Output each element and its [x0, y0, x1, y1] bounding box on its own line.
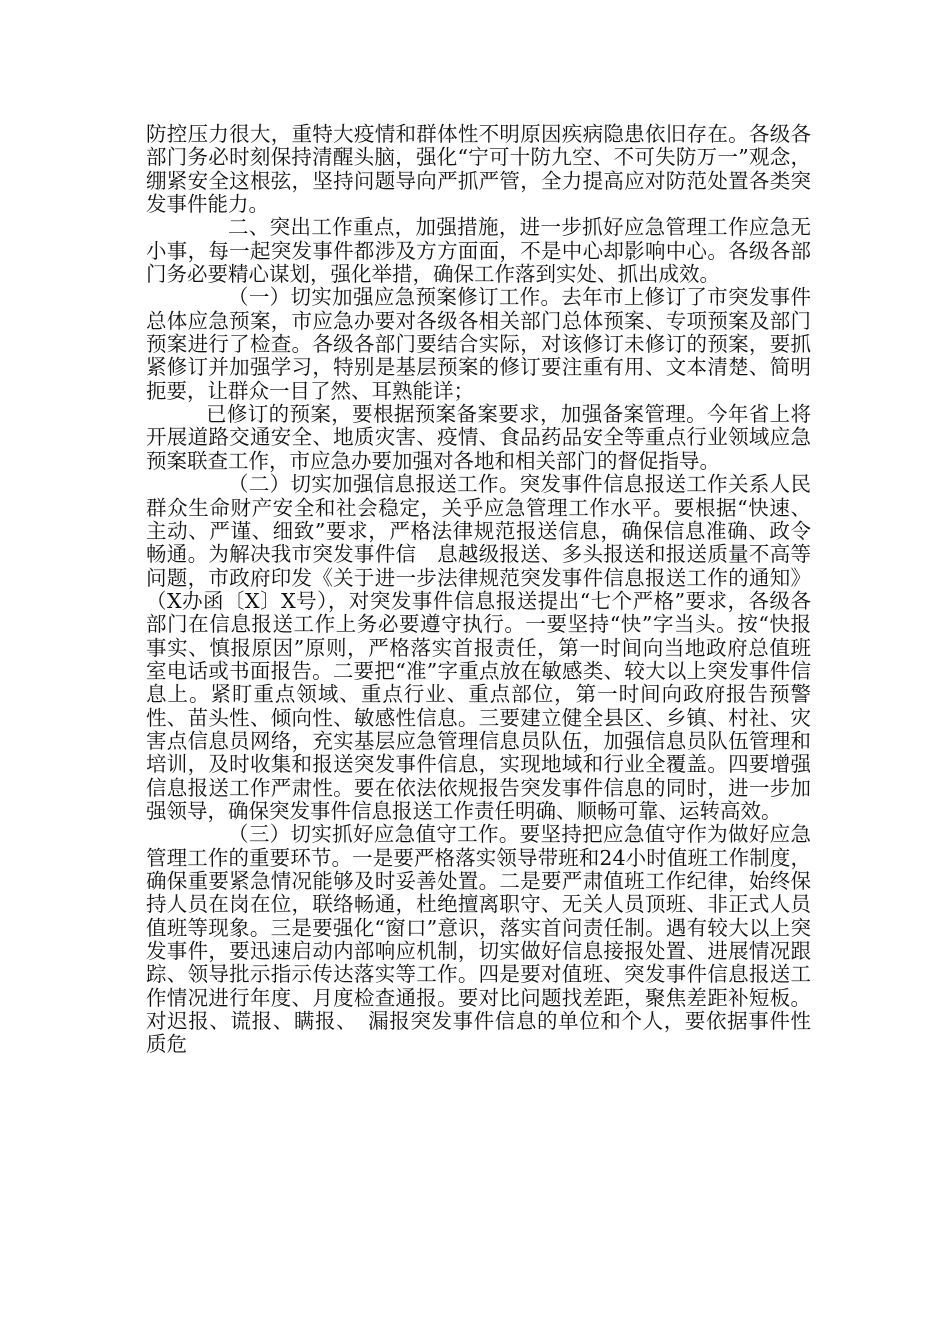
- paragraph-information-reporting: （二）切实加强信息报送工作。突发事件信息报送工作关系人民群众生命财产安全和社会稳定，关乎应急管理工作水平。要根据“快速、主动、严谨、细致”要求，严格法律规范报送信息，确保信息准确、政令畅通。为解决我市突发事件信 息越级报送、多头报送和报送质量不高等问题，市政府印发《关于进一步法律规范突发事件信息报送工作的通知》（X办函〔X〕X号），对突发事件信息报送提出“七个严格”要求，各级各部门在信息报送工作上务必要遵守执行。一要坚持“快”字当头。按“快报事实、慎报原因”原则，严格落实首报责任，第一时间向当地政府总值班室电话或书面报告。二要把“准”字重点放在敏感类、较大以上突发事件信息上。紧盯重点领域、重点行业、重点部位，第一时间向政府报告预警性、苗头性、倾向性、敏感性信息。三要建立健全县区、乡镇、村社、灾害点信息员网络，充实基层应急管理信息员队伍，加强信息员队伍管理和培训，及时收集和报送突发事件信息，实现地域和行业全覆盖。四要增强信息报送工作严肃性。要在依法依规报告突发事件信息的同时，进一步加强领导，确保突发事件信息报送工作责任明确、顺畅可靠、运转高效。: [146, 472, 811, 823]
- paragraph-emergency-duty: （三）切实抓好应急值守工作。要坚持把应急值守作为做好应急管理工作的重要环节。一是要严格落实领导带班和24小时值班工作制度，确保重要紧急情况能够及时妥善处置。二是要严肃值班工作纪律，始终保持人员在岗在位，联络畅通，杜绝擅离职守、无关人员顶班、非正式人员值班等现象。三是要强化“窗口”意识，落实首问责任制。遇有较大以上突发事件，要迅速启动内部响应机制，切实做好信息接报处置、进展情况跟踪、领导批示指示传达落实等工作。四是要对值班、突发事件信息报送工作情况进行年度、月度检查通报。要对比问题找差距，聚焦差距补短板。对迟报、谎报、瞒报、 漏报突发事件信息的单位和个人，要依据事件性质危: [146, 822, 811, 1057]
- paragraph-section-two-heading: 二、突出工作重点，加强措施，进一步抓好应急管理工作应急无小事，每一起突发事件都涉及方方面面，不是中心却影响中心。各级各部门务必要精心谋划，强化举措，确保工作落到实处、抓出成效。: [146, 215, 811, 287]
- paragraph-epidemic-risk: 防控压力很大，重特大疫情和群体性不明原因疾病隐患依旧存在。各级各部门务必时刻保持清醒头脑，强化“宁可十防九空、不可失防万一”观念，绷紧安全这根弦，坚持问题导向严抓严管，全力提高应对防范处置各类突发事件能力。: [146, 122, 811, 217]
- paragraph-plan-filing: 已修订的预案，要根据预案备案要求，加强备案管理。今年省上将开展道路交通安全、地质灾害、疫情、食品药品安全等重点行业领域应急预案联查工作，市应急办要加强对各地和相关部门的督促指导。: [146, 402, 811, 473]
- paragraph-emergency-plan-revision: （一）切实加强应急预案修订工作。去年市上修订了市突发事件总体应急预案，市应急办要对各级各相关部门总体预案、专项预案及部门预案进行了检查。各级各部门要结合实际，对该修订未修订的预案，要抓紧修订并加强学习，特别是基层预案的修订要注重有用、文本清楚、简明扼要，让群众一目了然、耳熟能详；: [146, 285, 811, 403]
- document-body: [146, 123, 811, 1057]
